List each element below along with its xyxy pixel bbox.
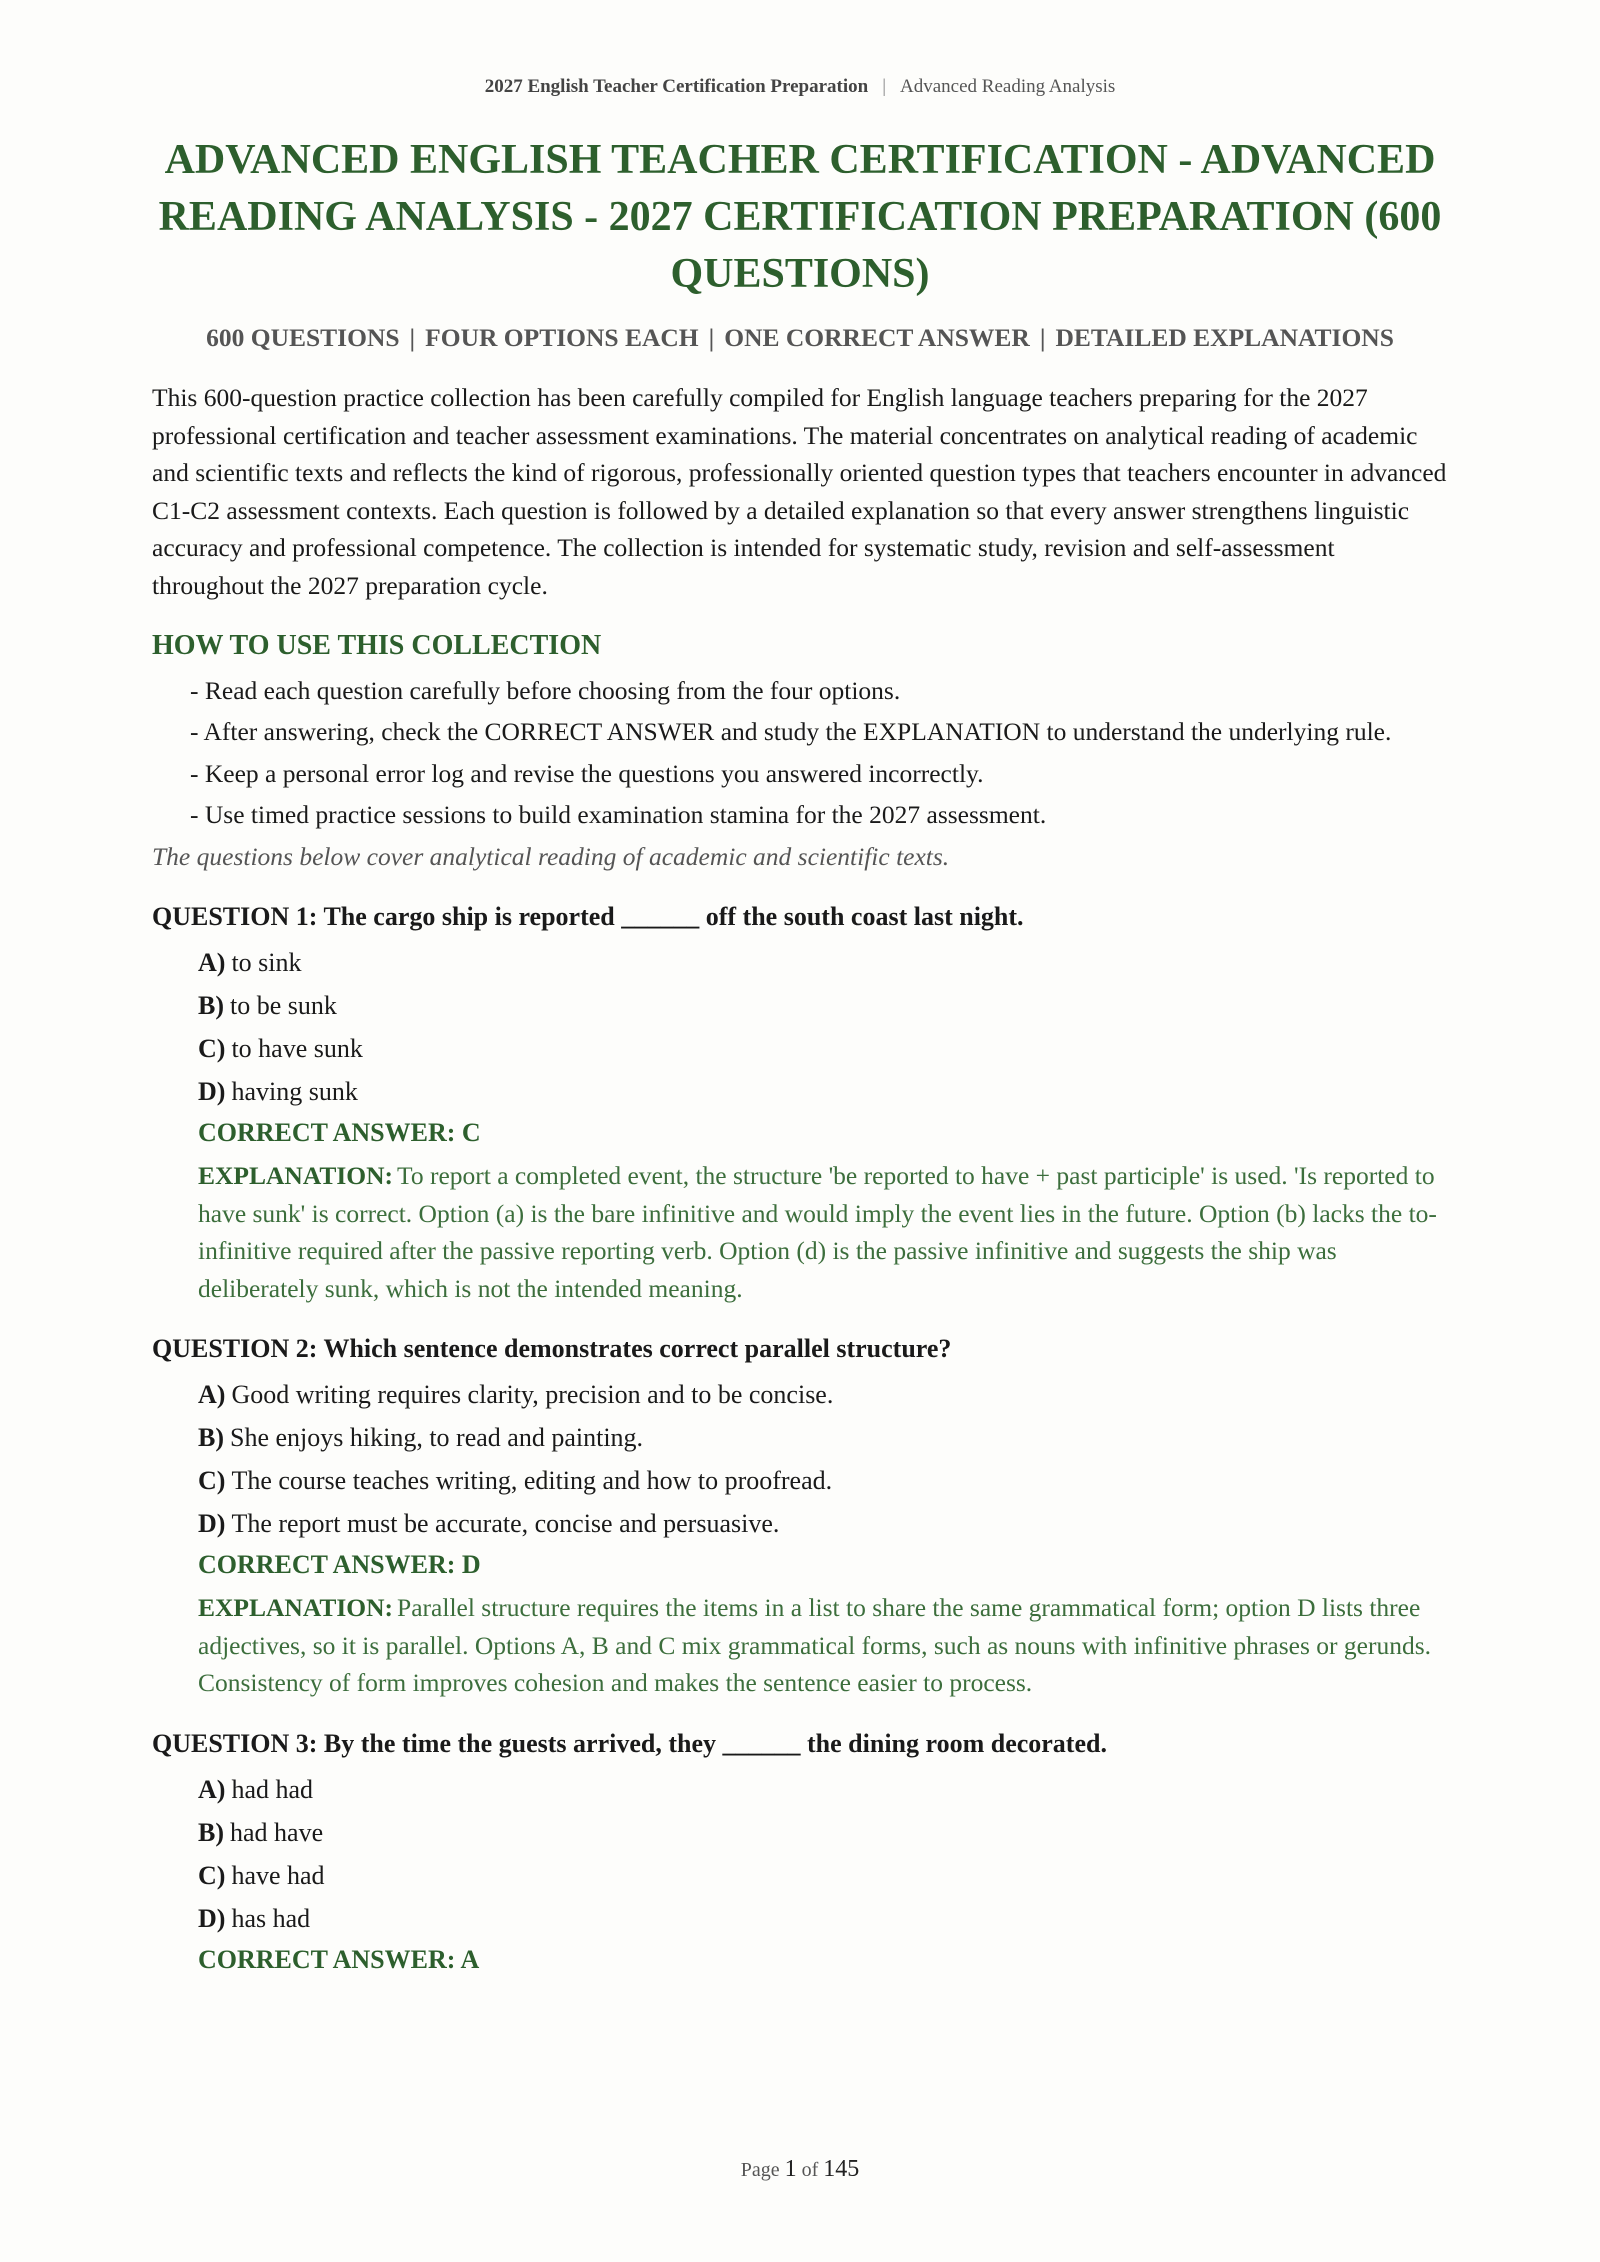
how-to-item: - Read each question carefully before choosing from the four options. (190, 675, 901, 705)
option-letter: B) (198, 991, 224, 1020)
option-text: She enjoys hiking, to read and painting. (230, 1423, 644, 1452)
question-stem: QUESTION 3: By the time the guests arrived, they ______ the dining room decorated. (152, 1728, 1107, 1758)
option-letter: A) (198, 948, 226, 977)
option-list (198, 1373, 1448, 1545)
option-item (198, 1027, 1448, 1070)
explanation (198, 1589, 1448, 1702)
option-letter: D) (198, 1509, 226, 1538)
page-footer (0, 2156, 1600, 2183)
option-text: The report must be accurate, concise and persuasive. (231, 1509, 780, 1538)
option-item (198, 1373, 1448, 1416)
option-text: has had (231, 1903, 311, 1933)
option-list (198, 1768, 1448, 1940)
option-item (198, 1811, 1448, 1854)
subtitle-item: 600 QUESTIONS (206, 323, 400, 352)
option-letter: A) (198, 1774, 226, 1804)
correct-answer: CORRECT ANSWER: C (198, 1118, 481, 1147)
of-word: of (801, 2159, 819, 2181)
running-header-section: Advanced Reading Analysis (900, 76, 1116, 97)
scope-note: The questions below cover analytical reading of academic and scientific texts. (152, 841, 950, 871)
option-item (198, 1897, 1448, 1940)
option-text: having sunk (231, 1077, 358, 1106)
subtitle-separator: | (708, 323, 715, 352)
option-letter: A) (198, 1380, 226, 1409)
explanation (198, 1157, 1448, 1307)
option-letter: B) (198, 1817, 224, 1847)
page-number: 1 (784, 2156, 797, 2182)
option-list (198, 941, 1448, 1113)
question-block (152, 1331, 1448, 1702)
correct-answer: CORRECT ANSWER: D (198, 1550, 481, 1579)
correct-answer: CORRECT ANSWER: A (198, 1944, 480, 1974)
document-title: ADVANCED ENGLISH TEACHER CERTIFICATION - ADVANCED READING ANALYSIS - 2027 CERTIFICATION PREPARATION (600 QUESTIONS) (158, 137, 1442, 297)
how-to-item: - Use timed practice sessions to build examination stamina for the 2027 assessment. (190, 800, 1047, 829)
subtitle-separator: | (409, 323, 416, 352)
option-letter: C) (198, 1034, 226, 1063)
subtitle-separator: | (1039, 323, 1046, 352)
option-letter: C) (198, 1466, 226, 1495)
option-item (198, 1768, 1448, 1811)
subtitle-item: FOUR OPTIONS EACH (425, 323, 699, 352)
option-item (198, 1459, 1448, 1502)
how-to-heading: HOW TO USE THIS COLLECTION (152, 629, 602, 661)
running-header (0, 76, 1600, 98)
running-header-title: 2027 English Teacher Certification Preparation (484, 76, 869, 97)
how-to-list (152, 672, 1448, 834)
option-text: Good writing requires clarity, precision and to be concise. (231, 1380, 834, 1409)
option-letter: C) (198, 1860, 226, 1890)
option-item (198, 984, 1448, 1027)
option-item (198, 1502, 1448, 1545)
option-text: The course teaches writing, editing and how to proofread. (231, 1466, 833, 1495)
option-letter: D) (198, 1903, 226, 1933)
question-block (152, 899, 1448, 1307)
option-item (198, 941, 1448, 984)
running-header-separator: | (882, 76, 887, 97)
explanation-text: Parallel structure requires the items in a list to share the same grammatical form; option D lists three adjectives, so it is parallel. Options A, B and C mix grammatical forms, such as nouns with infinitive phrases or gerunds. Consistency of form improves cohesion and makes the sentence easier to process. (198, 1593, 1432, 1697)
option-letter: B) (198, 1423, 224, 1452)
how-to-item: - After answering, check the CORRECT ANSWER and study the EXPLANATION to understand the underlying rule. (190, 717, 1392, 746)
option-text: had have (230, 1817, 324, 1847)
subtitle-bar (152, 323, 1448, 353)
option-text: had had (231, 1774, 314, 1804)
option-text: have had (231, 1860, 325, 1890)
explanation-label: EXPLANATION: (198, 1161, 394, 1190)
page-word: Page (740, 2159, 780, 2181)
how-to-item: - Keep a personal error log and revise the questions you answered incorrectly. (190, 758, 984, 788)
option-text: to be sunk (230, 991, 337, 1020)
question-stem: QUESTION 2: Which sentence demonstrates correct parallel structure? (152, 1334, 952, 1363)
question-stem: QUESTION 1: The cargo ship is reported ______ off the south coast last night. (152, 902, 1024, 931)
total-pages: 145 (823, 2156, 860, 2182)
option-item (198, 1416, 1448, 1459)
option-item (198, 1854, 1448, 1897)
subtitle-item: DETAILED EXPLANATIONS (1055, 323, 1394, 352)
option-text: to sink (231, 948, 302, 977)
intro-paragraph: This 600-question practice collection has been carefully compiled for English language teachers preparing for the 2027 professional certification and teacher assessment examinations. The material concentrates on analytical reading of academic and scientific texts and reflects the kind of rigorous, professionally oriented question types that teachers encounter in advanced C1-C2 assessment contexts. Each question is followed by a detailed explanation so that every answer strengthens linguistic accuracy and professional competence. The collection is intended for systematic study, revision and self-assessment throughout the 2027 preparation cycle. (152, 383, 1447, 600)
option-letter: D) (198, 1077, 226, 1106)
question-block (152, 1726, 1448, 1980)
option-text: to have sunk (231, 1034, 363, 1063)
subtitle-item: ONE CORRECT ANSWER (724, 323, 1030, 352)
option-item (198, 1070, 1448, 1113)
explanation-text: To report a completed event, the structure 'be reported to have + past participle' is used. 'Is reported to have sunk' is correct. Option (a) is the bare infinitive and would imply the event lies in the future. Option (b) lacks the to-infinitive required after the passive reporting verb. Option (d) is the passive infinitive and suggests the ship was deliberately sunk, which is not the intended meaning. (198, 1161, 1437, 1303)
explanation-label: EXPLANATION: (198, 1593, 394, 1622)
